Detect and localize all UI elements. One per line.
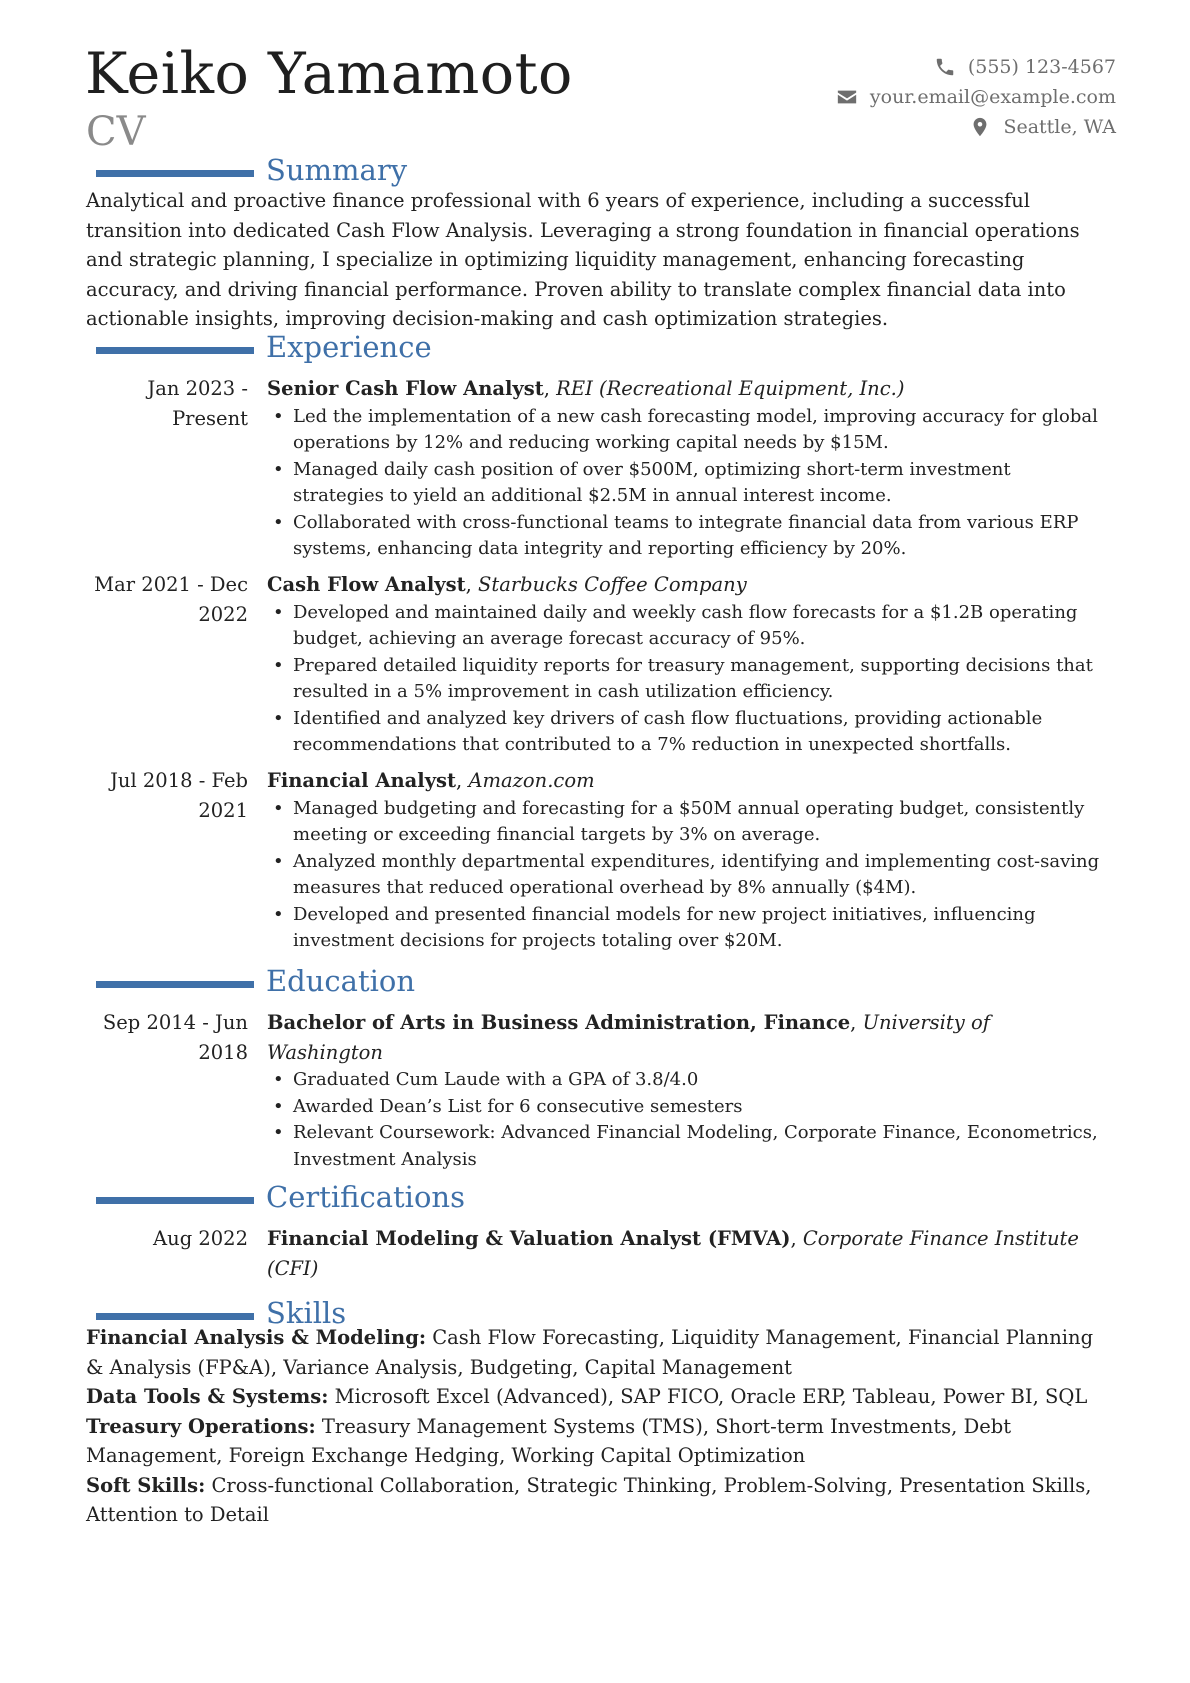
- bullet-item: • Developed and presented financial models for new project initiatives, influencing investment decisions for projects totaling over $20M.: [267, 902, 1103, 955]
- bullet-item: • Relevant Coursework: Advanced Financial Modeling, Corporate Finance, Econometrics, Investment Analysis: [267, 1120, 1103, 1173]
- bullet-item: • Awarded Dean’s List for 6 consecutive semesters: [267, 1094, 1103, 1121]
- summary-text: Analytical and proactive finance professional with 6 years of experience, including a successful transition into dedicated Cash Flow Analysis. Leveraging a strong foundation in financial operations and strategic planning, I specialize in optimizing liquidity management, enhancing forecasting accuracy, and driving financial performance. Proven ability to translate complex financial data into actionable insights, improving decision-making and cash optimization strategies.: [86, 189, 1080, 330]
- entry-body: [267, 374, 1103, 563]
- contact-email: [836, 82, 1116, 112]
- entry-heading: Financial Modeling & Valuation Analyst (FMVA), Corporate Finance Institute (CFI): [267, 1227, 1079, 1280]
- entry-body: [267, 766, 1103, 955]
- summary-paragraph: [86, 186, 1103, 334]
- section-rule: [96, 1313, 254, 1320]
- bullet-item: • Managed budgeting and forecasting for a $50M annual operating budget, consistently meeting or exceeding financial targets by 3% on average.: [267, 796, 1103, 849]
- entry-body: [267, 570, 1103, 759]
- section-title: Experience: [266, 330, 432, 364]
- section-rule: [96, 347, 254, 354]
- entry-date: Jul 2018 - Feb 2021: [110, 769, 248, 822]
- skills-list: [86, 1323, 1103, 1530]
- section-title: Certifications: [266, 1180, 465, 1214]
- skill-values: Microsoft Excel (Advanced), SAP FICO, Oracle ERP, Tableau, Power BI, SQL: [334, 1385, 1088, 1408]
- person-name: Keiko Yamamoto: [85, 41, 573, 107]
- contact-location: [836, 112, 1116, 142]
- email-address[interactable]: your.email@example.com: [869, 86, 1116, 108]
- section-title: Education: [266, 964, 416, 998]
- section-rule: [96, 170, 254, 177]
- degree-title: Bachelor of Arts in Business Administration, Finance: [267, 1011, 851, 1034]
- employer: Amazon.com: [468, 769, 595, 792]
- skill-values: Cash Flow Forecasting, Liquidity Management, Financial Planning & Analysis (FP&A), Variance Analysis, Budgeting, Capital Management: [86, 1326, 1094, 1379]
- section-rule: [96, 981, 254, 988]
- bullet-item: • Identified and analyzed key drivers of cash flow fluctuations, providing actionable recommendations that contributed to a 7% reduction in unexpected shortfalls.: [267, 706, 1103, 759]
- job-title: Senior Cash Flow Analyst: [267, 377, 544, 400]
- phone-icon: [934, 56, 956, 78]
- skill-category: Soft Skills:: [86, 1473, 206, 1497]
- section-rule: [96, 1197, 254, 1204]
- skill-category: Data Tools & Systems:: [86, 1385, 329, 1408]
- skill-category: Financial Analysis & Modeling:: [86, 1326, 427, 1349]
- entry-body: [267, 1224, 1103, 1283]
- bullet-list: [267, 1067, 1103, 1173]
- contact-phone: [836, 52, 1116, 82]
- location-text: Seattle, WA: [1003, 116, 1116, 138]
- skill-group: [86, 1382, 1103, 1412]
- bullet-list: [267, 404, 1103, 563]
- entry-heading: Financial Analyst, Amazon.com: [267, 769, 595, 792]
- entry-heading: Cash Flow Analyst, Starbucks Coffee Company: [267, 573, 747, 596]
- bullet-item: • Led the implementation of a new cash forecasting model, improving accuracy for global operations by 12% and reducing working capital needs by $15M.: [267, 404, 1103, 457]
- skill-values: Cross-functional Collaboration, Strategic Thinking, Problem-Solving, Presentation Skills, Attention to Detail: [86, 1473, 1092, 1526]
- issuer: Corporate Finance Institute (CFI): [267, 1227, 1079, 1280]
- employer: Starbucks Coffee Company: [478, 573, 747, 596]
- certification-title: Financial Modeling & Valuation Analyst (FMVA): [267, 1227, 791, 1250]
- institution: University of Washington: [267, 1011, 990, 1064]
- bullet-list: [267, 796, 1103, 955]
- skill-category: Treasury Operations:: [86, 1414, 316, 1438]
- bullet-item: • Collaborated with cross-functional teams to integrate financial data from various ERP systems, enhancing data integrity and reporting efficiency by 20%.: [267, 510, 1103, 563]
- skill-group: [86, 1323, 1103, 1382]
- bullet-item: • Analyzed monthly departmental expenditures, identifying and implementing cost-saving measures that reduced operational overhead by 8% annually ($4M).: [267, 849, 1103, 902]
- entry-heading: Senior Cash Flow Analyst, REI (Recreational Equipment, Inc.): [267, 377, 905, 400]
- phone-number[interactable]: (555) 123-4567: [967, 56, 1116, 78]
- entry-date: Jan 2023 - Present: [147, 377, 248, 430]
- entry-date: Aug 2022: [153, 1227, 248, 1250]
- skill-group: [86, 1471, 1103, 1530]
- job-title: Financial Analyst: [267, 769, 457, 792]
- bullet-item: • Graduated Cum Laude with a GPA of 3.8/4.0: [267, 1067, 1103, 1094]
- skill-group: [86, 1412, 1103, 1471]
- contact-block: [836, 52, 1116, 142]
- bullet-item: • Prepared detailed liquidity reports for treasury management, supporting decisions that resulted in a 5% improvement in cash utilization efficiency.: [267, 653, 1103, 706]
- section-title: Summary: [266, 153, 408, 187]
- skill-values: Treasury Management Systems (TMS), Short-term Investments, Debt Management, Foreign Exchange Hedging, Working Capital Optimization: [86, 1414, 1012, 1467]
- document-subtitle: CV: [86, 109, 146, 155]
- section-title: Skills: [266, 1296, 347, 1330]
- entry-heading: Bachelor of Arts in Business Administration, Finance, University of Washington: [267, 1011, 990, 1064]
- map-pin-icon: [969, 116, 991, 138]
- employer: REI (Recreational Equipment, Inc.): [556, 377, 905, 400]
- envelope-icon: [836, 86, 858, 108]
- entry-date: Mar 2021 - Dec 2022: [94, 573, 248, 626]
- entry-body: [267, 1008, 1103, 1173]
- bullet-item: • Developed and maintained daily and weekly cash flow forecasts for a $1.2B operating budget, achieving an average forecast accuracy of 95%.: [267, 600, 1103, 653]
- bullet-item: • Managed daily cash position of over $500M, optimizing short-term investment strategies to yield an additional $2.5M in annual interest income.: [267, 457, 1103, 510]
- bullet-list: [267, 600, 1103, 759]
- entry-date: Sep 2014 - Jun 2018: [102, 1011, 248, 1064]
- job-title: Cash Flow Analyst: [267, 573, 466, 596]
